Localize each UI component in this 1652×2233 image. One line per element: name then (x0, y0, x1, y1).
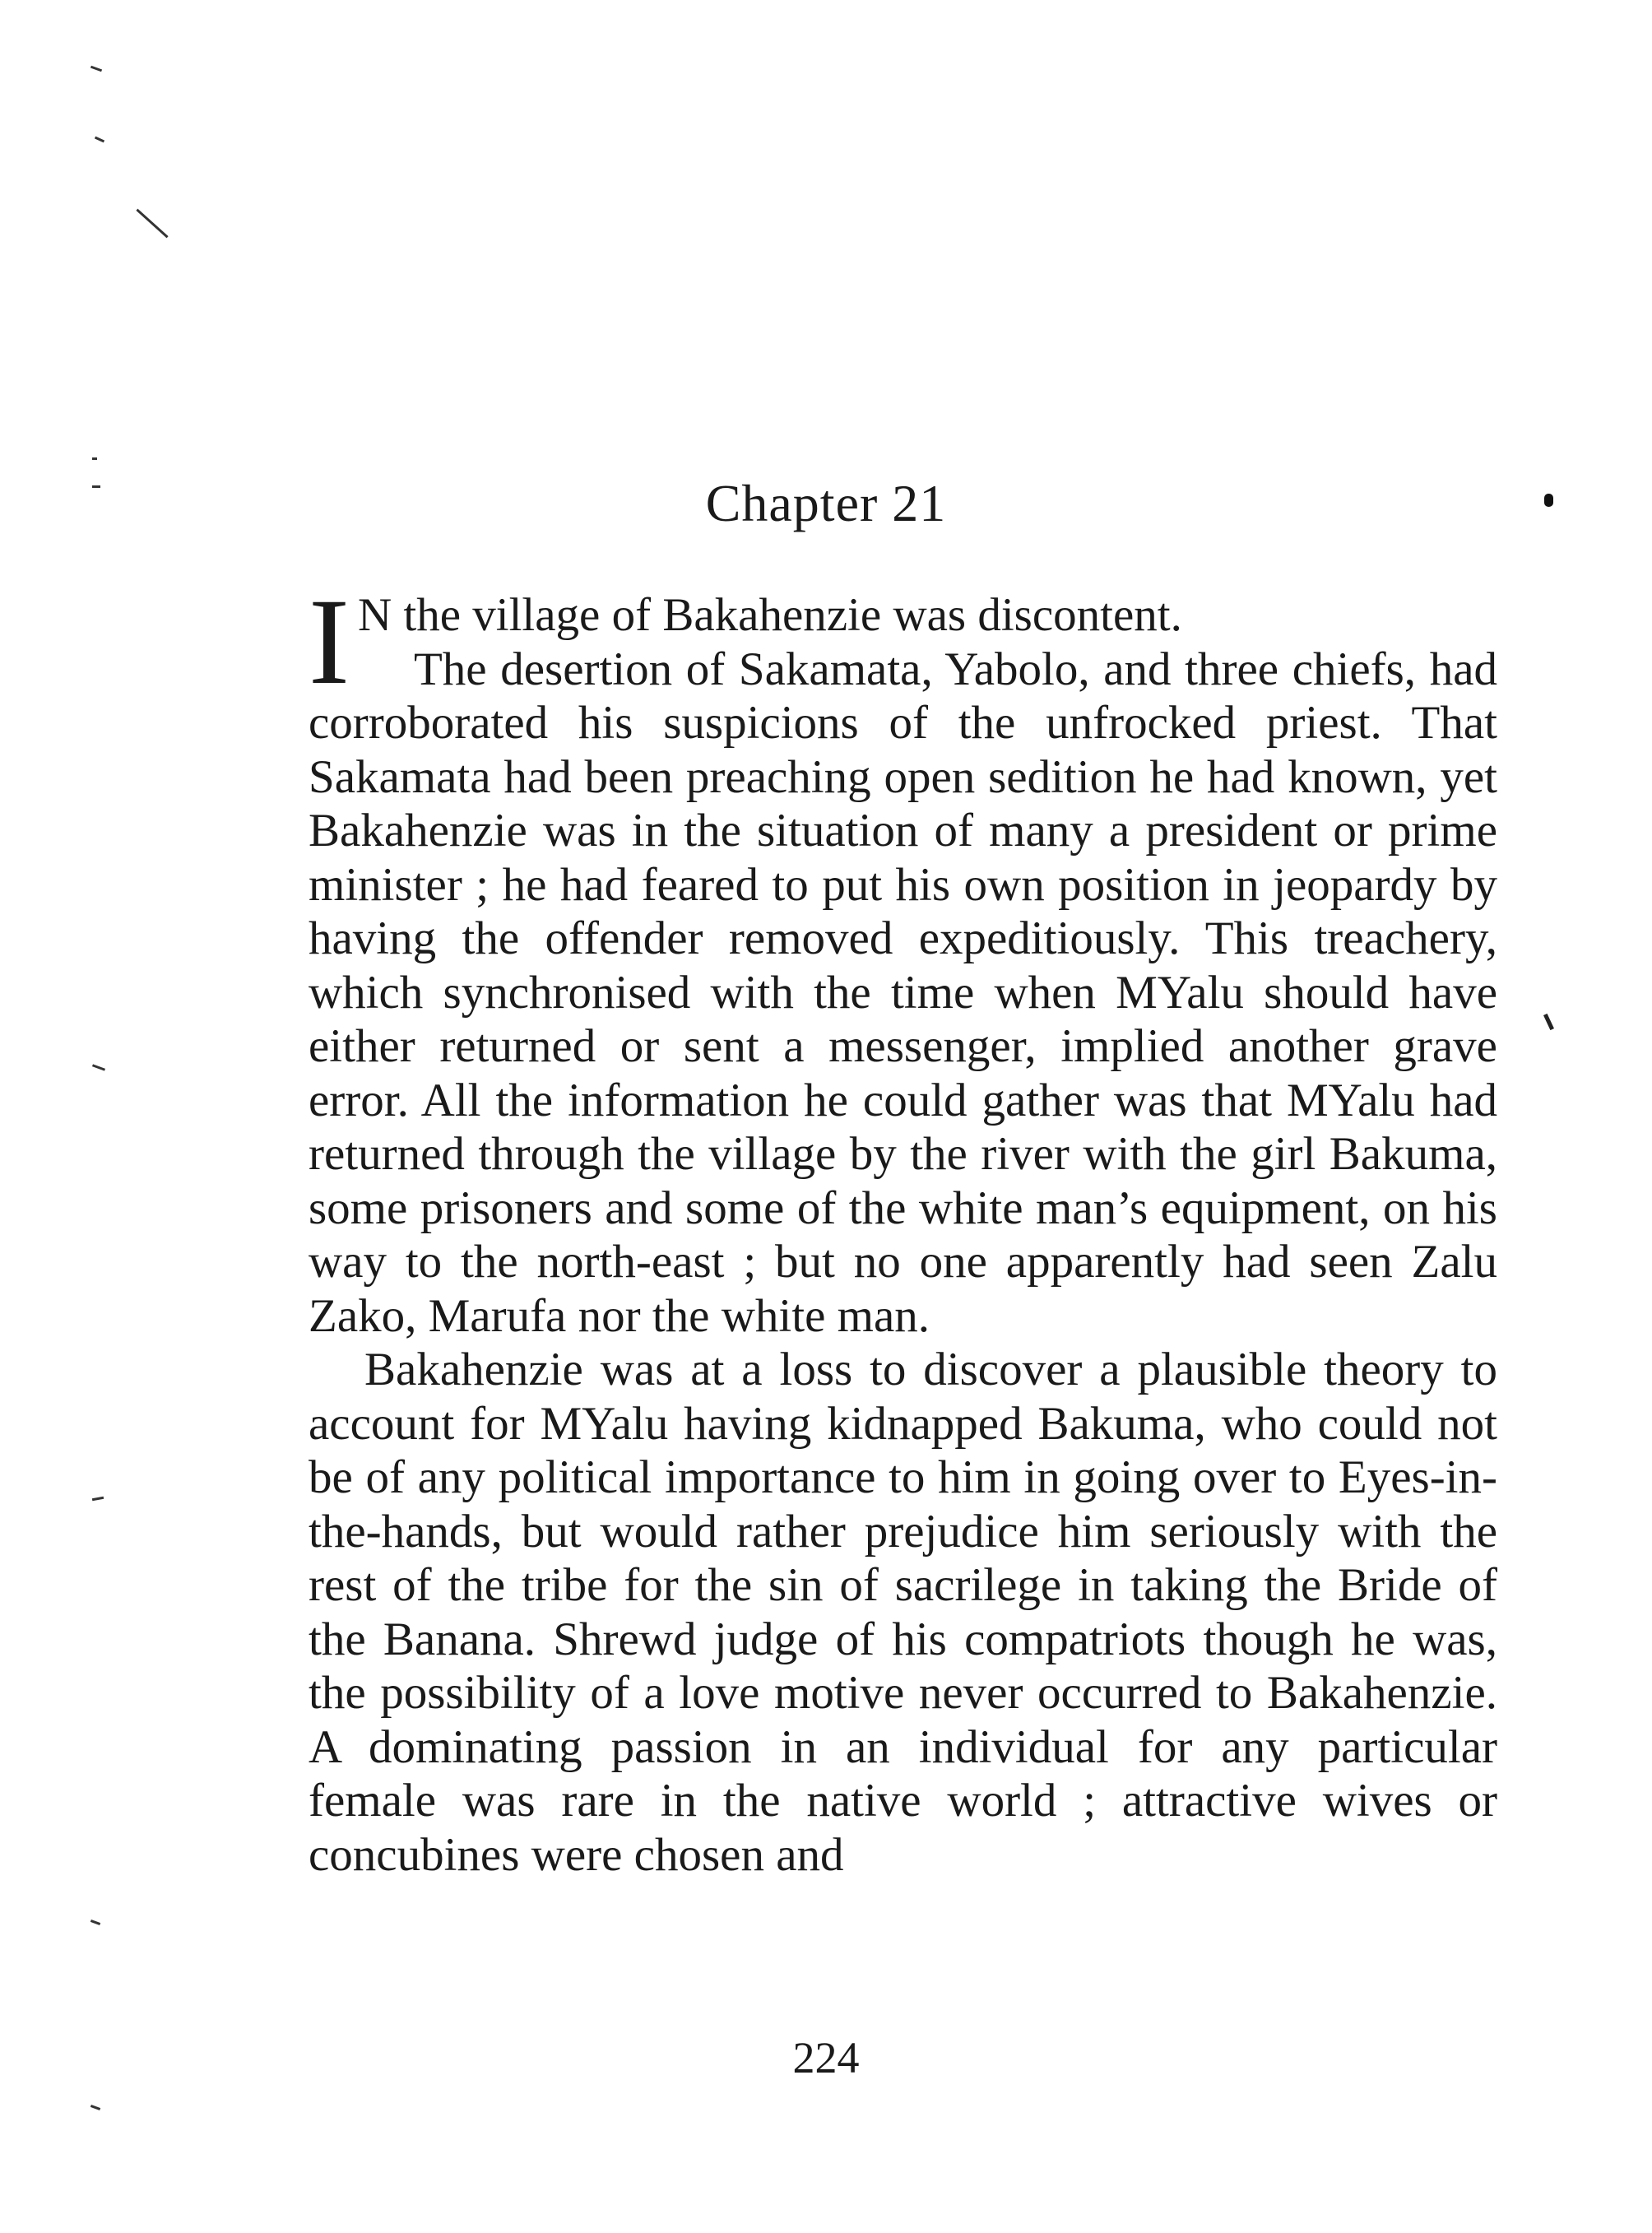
scan-mark (90, 66, 102, 72)
scan-mark (90, 1920, 100, 1925)
opening-line: N the village of Bakahenzie was discontent. (357, 589, 1182, 641)
scan-mark (92, 1064, 105, 1070)
paragraph-text: The desertion of Sakamata, Yabolo, and three chiefs, had corroborated his suspicions of the unfrocked priest. That Sakamata had been preaching open sedition he had known, yet Bakahenzie was in the situation of many a president or prime minister ; he had feared to put his own position in jeopardy by having the offender removed expeditiously. This treachery, which synchronised with the time when MYalu should have either returned or sent a messenger, implied another grave error. All the information he could gather was that MYalu had returned through the village by the river with the girl Bakuma, some prisoners and some of the white man’s equipment, on his way to the north-east ; but no one apparently had seen Zalu Zako, Marufa nor the white man. (309, 643, 1497, 1342)
scan-mark (92, 1497, 104, 1501)
scan-mark (136, 209, 168, 239)
paragraph-1 (309, 573, 1497, 1343)
chapter-heading: Chapter 21 (705, 474, 947, 532)
body-text (309, 573, 1497, 1882)
paragraph-text: Bakahenzie was at a loss to discover a plausible theory to account for MYalu having kidnapped Bakuma, who could not be of any political importance to him in going over to Eyes-in-the-hands, but would rather prejudice him seriously with the rest of the tribe for the sin of sacrilege in taking the Bride of the Banana. Shrewd judge of his compatriots though he was, the possibility of a love motive never occurred to Bakahenzie. A dominating passion in an individual for any particular female was rare in the native world ; attractive wives or concubines were chosen and (309, 1344, 1497, 1881)
drop-cap: I (309, 573, 350, 710)
scan-mark (90, 2105, 100, 2110)
scan-mark (95, 137, 104, 143)
paragraph-2 (309, 1343, 1497, 1882)
scan-mark (1543, 1014, 1554, 1030)
page-number: 224 (792, 2033, 860, 2082)
scan-mark (92, 457, 97, 460)
